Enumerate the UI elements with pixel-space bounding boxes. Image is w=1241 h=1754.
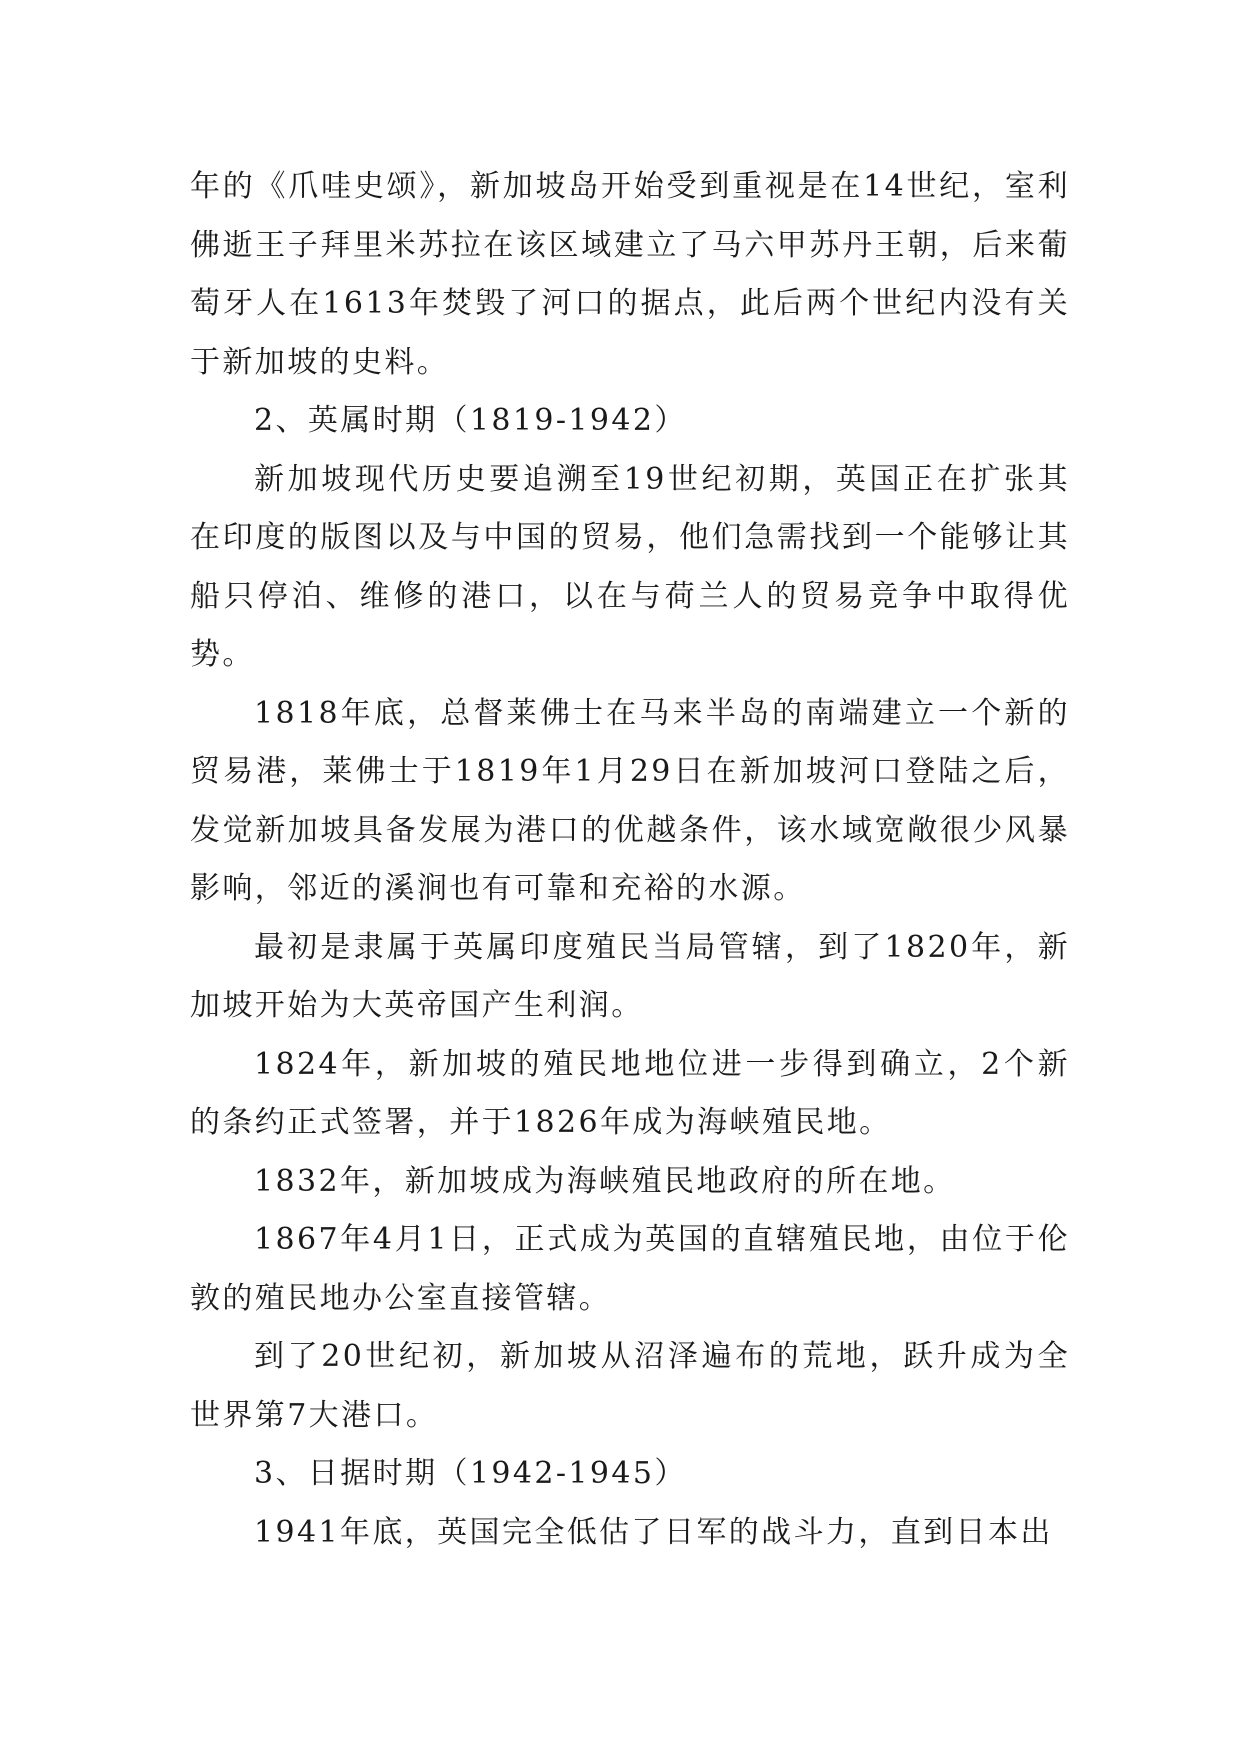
paragraph-1: 年的《爪哇史颂》，新加坡岛开始受到重视是在14世纪，室利佛逝王子拜里米苏拉在该区域建立了马六甲苏丹王朝，后来葡萄牙人在1613年焚毁了河口的据点，此后两个世纪内没有关于新加坡的史料。 [190,169,1070,380]
section-heading-british-period: 2、英属时期（1819-1942） [254,403,687,438]
paragraph-6: 1824年，新加坡的殖民地地位进一步得到确立，2个新的条约正式签署，并于1826年成为海峡殖民地。 [190,1046,1070,1140]
paragraph-3: 新加坡现代历史要追溯至19世纪初期，英国正在扩张其在印度的版图以及与中国的贸易，他们急需找到一个能够让其船只停泊、维修的港口，以在与荷兰人的贸易竞争中取得优势。 [190,461,1070,672]
section-heading-japanese-period: 3、日据时期（1942-1945） [254,1456,687,1491]
document-body [190,158,1070,1562]
paragraph-11: 1941年底，英国完全低估了日军的战斗力，直到日本出 [254,1514,1053,1550]
paragraph-5: 最初是隶属于英属印度殖民当局管辖，到了1820年，新加坡开始为大英帝国产生利润。 [190,929,1070,1023]
paragraph-4: 1818年底，总督莱佛士在马来半岛的南端建立一个新的贸易港，莱佛士于1819年1月29日在新加坡河口登陆之后，发觉新加坡具备发展为港口的优越条件，该水域宽敞很少风暴影响，邻近的溪涧也有可靠和充裕的水源。 [190,695,1070,906]
paragraph-8: 1867年4月1日，正式成为英国的直辖殖民地，由位于伦敦的殖民地办公室直接管辖。 [190,1222,1070,1316]
paragraph-9: 到了20世纪初，新加坡从沼泽遍布的荒地，跃升成为全世界第7大港口。 [190,1339,1070,1433]
paragraph-7: 1832年，新加坡成为海峡殖民地政府的所在地。 [254,1163,956,1199]
